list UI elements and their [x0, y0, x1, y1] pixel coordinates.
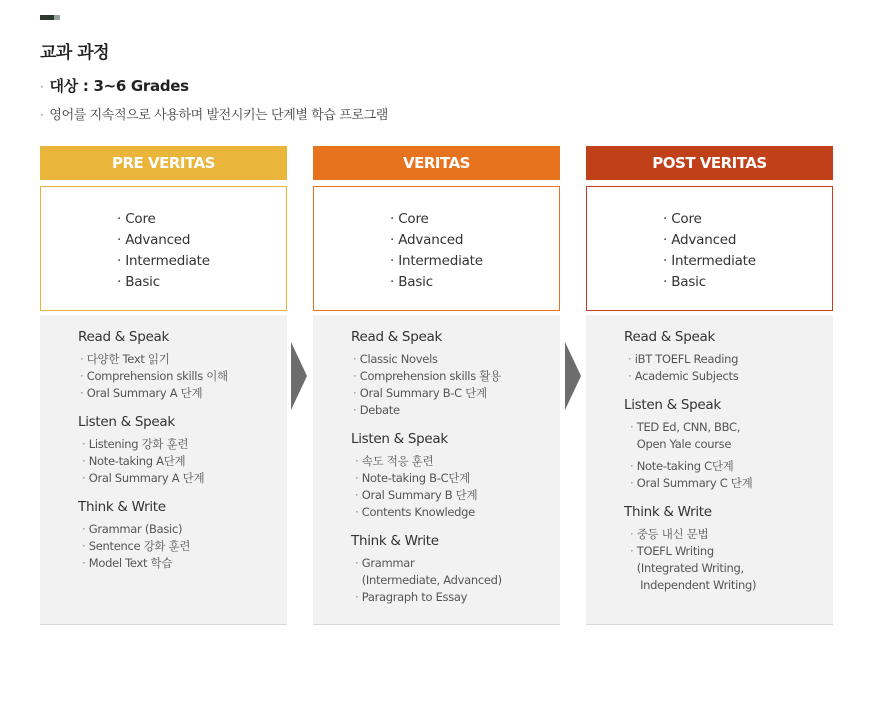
list-item: · Paragraph to Essay — [355, 589, 560, 606]
title-accent-bar — [40, 15, 60, 20]
target-line — [40, 75, 189, 96]
column-header-pre-veritas: PRE VERITAS — [40, 146, 287, 180]
levels-box — [313, 186, 560, 311]
list-item: · TED Ed, CNN, BBC, — [630, 419, 833, 436]
arrow-right-icon — [291, 342, 307, 410]
column-header-veritas: VERITAS — [313, 146, 560, 180]
list-item: · Contents Knowledge — [355, 504, 560, 521]
list-item: Independent Writing) — [636, 578, 757, 592]
level-advanced: · Advanced — [117, 230, 286, 251]
level-intermediate: · Intermediate — [390, 251, 559, 272]
curriculum-detail — [313, 315, 560, 625]
list-item: · TOEFL Writing — [630, 543, 833, 560]
levels-box — [586, 186, 833, 311]
list-item: · Debate — [353, 402, 560, 419]
section-title: Think & Write — [351, 533, 439, 549]
section-title: Listen & Speak — [351, 431, 448, 447]
bullet-icon: · — [40, 108, 44, 122]
column-header-post-veritas: POST VERITAS — [586, 146, 833, 180]
list-item: · Classic Novels — [353, 351, 560, 368]
list-item: · Oral Summary B-C 단계 — [353, 385, 560, 402]
list-item: · Academic Subjects — [628, 368, 833, 385]
list-item: · Oral Summary B 단계 — [355, 487, 560, 504]
column-pre-veritas — [40, 146, 287, 625]
list-item: · Grammar — [355, 555, 560, 572]
list-item: · Sentence 강화 훈련 — [82, 538, 287, 555]
curriculum-detail — [586, 315, 833, 625]
level-intermediate: · Intermediate — [663, 251, 832, 272]
accent-dark — [40, 15, 54, 20]
description-line — [40, 104, 388, 123]
list-item: · 속도 적응 훈련 — [355, 453, 560, 470]
section-title: Read & Speak — [78, 329, 169, 345]
level-basic: · Basic — [117, 272, 286, 293]
section-title: Think & Write — [78, 499, 166, 515]
list-item: Open Yale course — [636, 437, 732, 451]
list-item: · Note-taking B-C단계 — [355, 470, 560, 487]
list-item: · Comprehension skills 이해 — [80, 368, 287, 385]
level-core: · Core — [390, 209, 559, 230]
section-title: Listen & Speak — [78, 414, 175, 430]
level-core: · Core — [117, 209, 286, 230]
column-veritas — [313, 146, 560, 625]
level-intermediate: · Intermediate — [117, 251, 286, 272]
list-item: · Listening 강화 훈련 — [82, 436, 287, 453]
list-item: · Note-taking A단계 — [82, 453, 287, 470]
list-item: · Grammar (Basic) — [82, 521, 287, 538]
list-item: · Oral Summary C 단계 — [630, 475, 833, 492]
description-text: 영어를 지속적으로 사용하며 발전시키는 단계별 학습 프로그램 — [49, 108, 388, 123]
page-title: 교과 과정 — [40, 43, 110, 63]
level-advanced: · Advanced — [663, 230, 832, 251]
arrow-right-icon — [565, 342, 581, 410]
list-item: · iBT TOEFL Reading — [628, 351, 833, 368]
accent-light — [54, 15, 60, 20]
curriculum-detail — [40, 315, 287, 625]
list-item: · 중등 내신 문법 — [630, 526, 833, 543]
level-basic: · Basic — [663, 272, 832, 293]
list-item: (Integrated Writing, — [636, 561, 744, 575]
target-label: 대상 : 3~6 Grades — [49, 77, 189, 95]
bullet-icon: · — [40, 80, 44, 94]
list-item: · Oral Summary A 단계 — [82, 470, 287, 487]
list-item: · Comprehension skills 활용 — [353, 368, 560, 385]
level-basic: · Basic — [390, 272, 559, 293]
list-item: · Model Text 학습 — [82, 555, 287, 572]
section-title: Think & Write — [624, 504, 712, 520]
list-item: · Note-taking C단계 — [630, 458, 833, 475]
section-title: Listen & Speak — [624, 397, 721, 413]
column-post-veritas — [586, 146, 833, 625]
list-item: · 다양한 Text 읽기 — [80, 351, 287, 368]
levels-box — [40, 186, 287, 311]
section-title: Read & Speak — [351, 329, 442, 345]
list-item: (Intermediate, Advanced) — [361, 573, 502, 587]
level-core: · Core — [663, 209, 832, 230]
section-title: Read & Speak — [624, 329, 715, 345]
level-advanced: · Advanced — [390, 230, 559, 251]
list-item: · Oral Summary A 단계 — [80, 385, 287, 402]
